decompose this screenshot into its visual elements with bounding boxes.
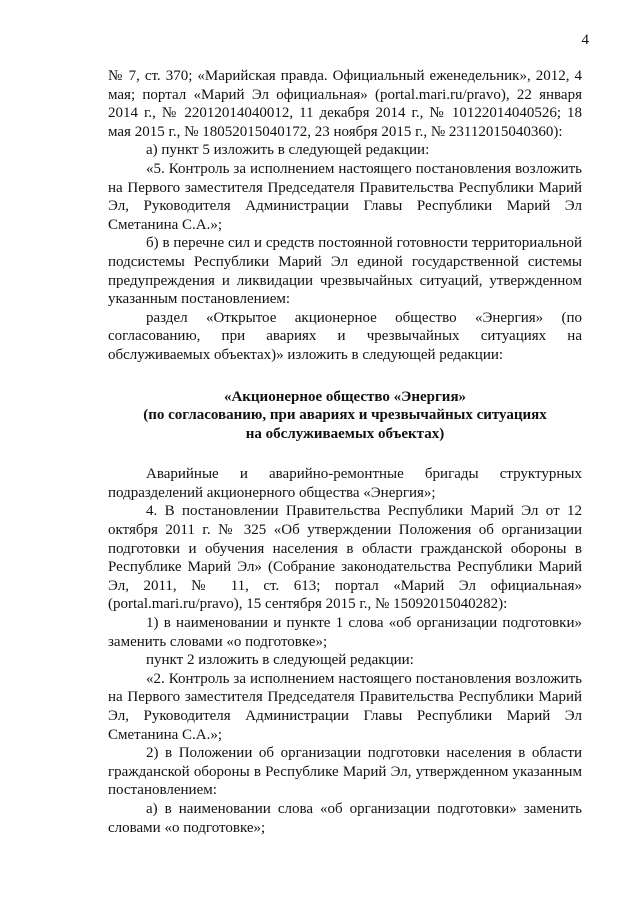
section-heading-line-2: (по согласованию, при авариях и чрезвычайных ситуациях	[143, 407, 547, 424]
page-number: 4	[581, 32, 589, 48]
paragraph-item-a: а) пункт 5 изложить в следующей редакции:	[146, 142, 430, 159]
section-heading	[108, 388, 582, 444]
paragraph-item-5-text: «5. Контроль за исполнением настоящего постановления возложить на Первого заместителя Председателя Правительства Республики Марий Эл, Руководителя Администрации Главы Республики Марий Эл Сметанина С.А.»;	[108, 160, 582, 233]
paragraph-item-4: 4. В постановлении Правительства Республики Марий Эл от 12 октября 2011 г. № 325 «Об утверждении Положения об организации подготовки и обучения населения в области гражданской обороны в Республике Марий Эл» (Собрание законодательства Республики Марий Эл, 2011, № 11, ст. 613; портал «Марий Эл официальная» (portal.mari.ru/pravo), 15 сентября 2015 г., № 15092015040282):	[108, 503, 582, 613]
paragraph-section-energy: раздел «Открытое акционерное общество «Энергия» (по согласованию, при авариях и чрезвычайных ситуациях на обслуживаемых объектах)» изложить в следующей редакции:	[108, 309, 582, 363]
paragraph-subitem-2a: а) в наименовании слова «об организации подготовки» заменить словами «о подготовке»;	[108, 800, 582, 836]
paragraph-point-2: пункт 2 изложить в следующей редакции:	[146, 652, 414, 669]
paragraph-item-b: б) в перечне сил и средств постоянной готовности территориальной подсистемы Республики Марий Эл единой государственной системы предупреждения и ликвидации чрезвычайных ситуаций, утвержденном указанным постановлением:	[108, 235, 582, 308]
paragraph-point-2-text: «2. Контроль за исполнением настоящего постановления возложить на Первого заместителя Председателя Правительства Республики Марий Эл, Руководителя Администрации Главы Республики Марий Эл Сметанина С.А.»;	[108, 670, 582, 743]
document-body	[108, 67, 582, 837]
paragraph-subitem-2: 2) в Положении об организации подготовки населения в области гражданской обороны в Республике Марий Эл, утвержденном указанным постановлением:	[108, 745, 582, 799]
paragraph-citation-continuation: № 7, ст. 370; «Марийская правда. Официальный еженедельник», 2012, 4 мая; портал «Марий Эл официальная» (portal.mari.ru/pravo), 22 января 2014 г., № 22012014040012, 11 декабря 2014 г., № 10122014040526; 18 мая 2015 г., № 18052015040172, 23 ноября 2015 г., № 23112015040360):	[108, 68, 582, 140]
paragraph-subitem-1: 1) в наименовании и пункте 1 слова «об организации подготовки» заменить словами «о подготовке»;	[108, 615, 582, 650]
paragraph-brigades: Аварийные и аварийно-ремонтные бригады структурных подразделений акционерного общества «Энергия»;	[108, 466, 582, 501]
section-heading-line-1: «Акционерное общество «Энергия»	[223, 388, 467, 405]
section-heading-line-3: на обслуживаемых объектах)	[245, 425, 445, 442]
